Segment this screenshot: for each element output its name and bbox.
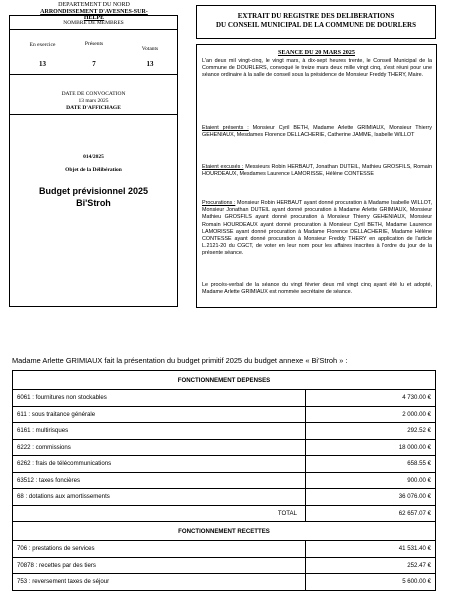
row-label: 68 : dotations aux amortissements — [13, 489, 306, 506]
row-amount: 658.55 € — [306, 456, 436, 473]
row-label: 753 : reversement taxes de séjour — [13, 574, 306, 591]
row-amount: 900.00 € — [306, 472, 436, 489]
divider — [10, 29, 177, 30]
table-row — [13, 541, 436, 558]
divider — [10, 114, 177, 115]
row-label: 6262 : frais de télécommunications — [13, 456, 306, 473]
arrondissement-name: ARRONDISSEMENT D'AVESNES-SUR-HELPE — [40, 8, 148, 21]
excuses-paragraph — [202, 164, 432, 178]
objet-label: Objet de la Délibération — [65, 167, 122, 173]
section-header-recettes — [13, 522, 436, 541]
members-box — [9, 15, 178, 307]
objet-title-line1: Budget prévisionnel 2025 — [38, 186, 149, 196]
seance-box — [196, 44, 437, 308]
seance-title: SEANCE DU 20 MARS 2025 — [277, 49, 355, 56]
table-row — [13, 423, 436, 440]
members-value-presents: 7 — [92, 60, 96, 68]
procurations-text: Monsieur Robin HERBAUT ayant donné procuration à Madame Isabelle WILLOT, Monsieur Jonathan DUTEIL ayant donné procuration à Madame Arlette GRIMIAUX, Monsieur Mathieu GROSFILS ayant donné procuration à Monsieur Thierry GEHENIAUX, Monsieur Romain HOURDEAUX ayant donné procuration à Monsieur Cyril BETH, Madame Laurence LAMORISSE ayant donné procuration à Madame Florence DELLACHERIE, Madame Hélène CONTESSE ayant donné procuration à Monsieur Freddy THERY en application de l'article L.2121-20 du CGCT, de voter en leur nom pour les affaires inscrites à l'ordre du jour de la présente séance. — [202, 200, 432, 257]
presents-paragraph — [202, 125, 432, 139]
table-row — [13, 439, 436, 456]
members-label-presents: Présents — [84, 41, 104, 47]
convocation-label: DATE DE CONVOCATION — [61, 91, 126, 97]
affichage-label: DATE D'AFFICHAGE — [66, 105, 121, 111]
table-row — [13, 456, 436, 473]
pv-paragraph: Le procès-verbal de la séance du vingt février deux mil vingt cinq ayant été lu et adopté, Madame Arlette GRIMIAUX est nommée secrétaire de séance. — [202, 282, 432, 296]
row-amount: 4 730.00 € — [306, 390, 436, 407]
row-amount: 18 000.00 € — [306, 439, 436, 456]
members-title: NOMBRE DE MEMBRES — [63, 20, 124, 26]
objet-title — [10, 185, 177, 209]
seance-intro: L'an deux mil vingt-cinq, le vingt mars, à dix-sept heures trente, le Conseil Municipal de la Commune de DOURLERS, convoqué le treize mars deux mille vingt cinq, s'est réuni pour une séance ordinaire à la salle de conseil sous la présidence de Monsieur Freddy THERY, Maire. — [202, 58, 432, 79]
row-amount: 2 000.00 € — [306, 406, 436, 423]
table-row — [13, 390, 436, 407]
objet-title-line2: Bi'Stroh — [76, 198, 111, 208]
total-label: TOTAL — [13, 505, 306, 522]
section-header-depenses — [13, 371, 436, 390]
members-value-en-exercice: 13 — [39, 60, 46, 68]
procurations-paragraph — [202, 200, 432, 258]
budget-table — [12, 370, 436, 591]
table-row — [13, 489, 436, 506]
budget-intro-text: Madame Arlette GRIMIAUX fait la présentation du budget primitif 2025 du budget annexe « Bi'Stroh » : — [12, 356, 348, 365]
extract-title-line1: EXTRAIT DU REGISTRE DES DELIBERATIONS — [237, 12, 395, 20]
presents-label: Etaient présents : — [202, 125, 249, 131]
extract-header-box — [196, 5, 436, 39]
total-amount: 62 657.07 € — [306, 505, 436, 522]
row-label: 6061 : fournitures non stockables — [13, 390, 306, 407]
total-row — [13, 505, 436, 522]
excuses-label: Etaient excusés : — [202, 164, 244, 170]
row-amount: 36 076.00 € — [306, 489, 436, 506]
extract-title — [197, 12, 435, 30]
row-label: 706 : prestations de services — [13, 541, 306, 558]
presents-text: Monsieur Cyril BETH, Madame Arlette GRIMIAUX, Monsieur Thierry GEHENIAUX, Mesdames Florence DELLACHERIE, Catherine JAMME, Isabelle WILLOT — [202, 125, 432, 139]
row-amount: 5 600.00 € — [306, 574, 436, 591]
table-row — [13, 406, 436, 423]
row-label: 6222 : commissions — [13, 439, 306, 456]
members-label-votants: Votants — [141, 46, 159, 52]
table-row — [13, 472, 436, 489]
table-row — [13, 574, 436, 591]
row-amount: 41 531.40 € — [306, 541, 436, 558]
members-value-votants: 13 — [146, 60, 154, 68]
excuses-text: Messieurs Robin HERBAUT, Jonathan DUTEIL, Mathieu GROSFILS, Romain HOURDEAUX, Mesdames Laurence LAMORISSE, Hélène CONTESSE — [202, 164, 432, 178]
deliberation-number: 014/2025 — [83, 154, 104, 160]
divider — [10, 74, 177, 75]
procurations-label: Procurations : — [202, 200, 236, 206]
table-row — [13, 557, 436, 574]
row-label: 6161 : multirisques — [13, 423, 306, 440]
section-title-recettes: FONCTIONNEMENT RECETTES — [13, 522, 436, 541]
members-label-en-exercice: En exercice — [29, 42, 56, 48]
convocation-date: 13 mars 2025 — [78, 98, 109, 104]
row-label: 611 : sous traitance générale — [13, 406, 306, 423]
department-name: DEPARTEMENT DU NORD — [58, 2, 130, 8]
row-amount: 292.52 € — [306, 423, 436, 440]
extract-title-line2: DU CONSEIL MUNICIPAL DE LA COMMUNE DE DOURLERS — [216, 21, 416, 29]
row-label: 63512 : taxes foncières — [13, 472, 306, 489]
row-amount: 252.47 € — [306, 557, 436, 574]
row-label: 70878 : recettes par des tiers — [13, 557, 306, 574]
section-title-depenses: FONCTIONNEMENT DEPENSES — [13, 371, 436, 390]
